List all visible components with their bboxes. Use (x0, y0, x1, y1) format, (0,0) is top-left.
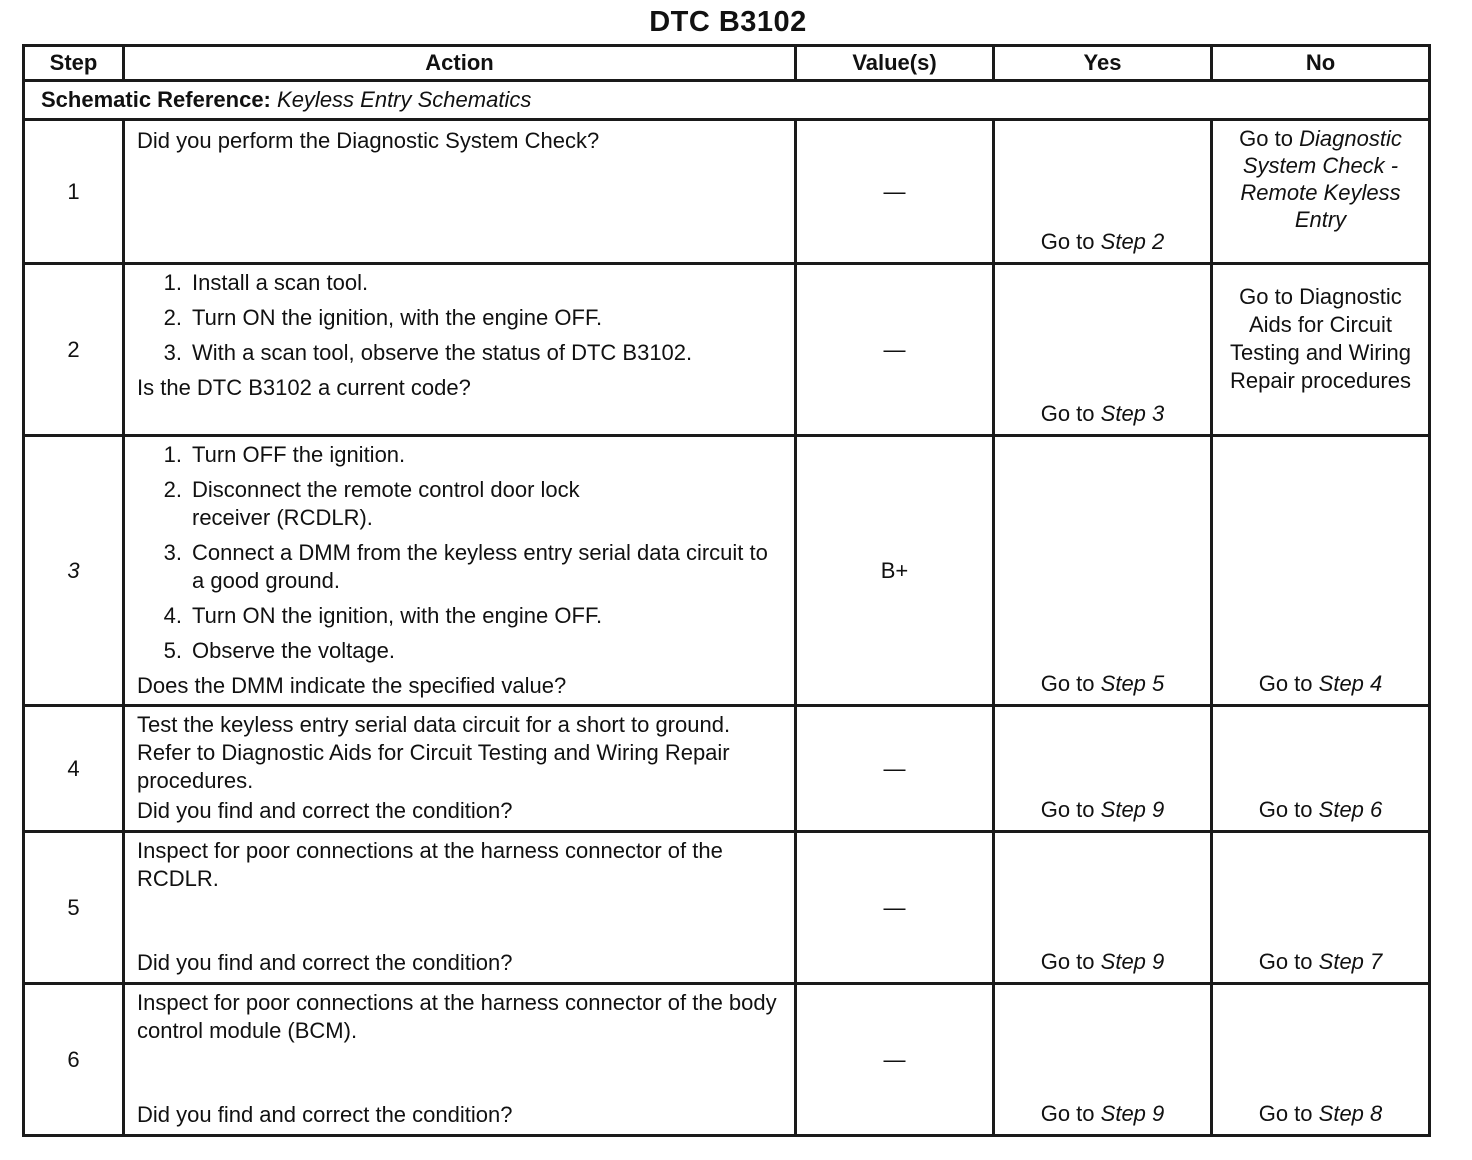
action-question: Is the DTC B3102 a current code? (137, 375, 471, 400)
list-item: 3. Connect a DMM from the keyless entry serial data circuit to a good ground. (163, 540, 768, 593)
value-cell: — (796, 120, 994, 264)
yes-goto-ref: Step 5 (1100, 671, 1165, 696)
table-row-step-1 (24, 120, 1430, 264)
no-goto-ref: Step 7 (1318, 949, 1383, 974)
no-goto-prefix: Go to (1258, 949, 1313, 974)
action-steps-list (137, 441, 784, 665)
value-cell: — (796, 984, 994, 1136)
yes-cell (994, 264, 1212, 436)
no-cell (1212, 832, 1430, 984)
schematic-reference-row (24, 81, 1430, 120)
list-item: 4. Turn ON the ignition, with the engine OFF. (163, 603, 603, 628)
no-goto-prefix: Go to (1258, 1101, 1313, 1126)
action-steps-list (137, 269, 784, 367)
no-cell (1212, 706, 1430, 832)
yes-goto-ref: Step 9 (1100, 1101, 1165, 1126)
action-cell (124, 832, 796, 984)
no-goto (1213, 125, 1428, 233)
schematic-reference-label: Schematic Reference: (41, 87, 271, 112)
no-cell (1212, 436, 1430, 706)
yes-cell (994, 832, 1212, 984)
list-item: 1. Turn OFF the ignition. (163, 442, 406, 467)
step-number: 2 (24, 264, 124, 436)
table-row-step-3 (24, 436, 1430, 706)
yes-goto-prefix: Go to (1040, 671, 1095, 696)
header-no: No (1212, 46, 1430, 81)
step-number: 4 (24, 706, 124, 832)
header-yes: Yes (994, 46, 1212, 81)
yes-goto-ref: Step 2 (1100, 229, 1165, 254)
step-number: 1 (24, 120, 124, 264)
yes-goto-prefix: Go to (1040, 229, 1095, 254)
schematic-reference-value: Keyless Entry Schematics (277, 87, 532, 112)
yes-goto-prefix: Go to (1040, 949, 1095, 974)
action-cell (124, 264, 796, 436)
no-goto-ref: Step 4 (1318, 671, 1383, 696)
action-cell (124, 984, 796, 1136)
schematic-reference (24, 81, 1430, 120)
list-item: 1. Install a scan tool. (163, 270, 369, 295)
action-content (137, 837, 784, 977)
action-text: Test the keyless entry serial data circuit for a short to ground. Refer to Diagnostic Aids for Circuit Testing and Wiring Repair procedures. (137, 712, 731, 793)
table-row-step-2 (24, 264, 1430, 436)
list-item: 2. Disconnect the remote control door lock receiver (RCDLR). (163, 477, 580, 530)
yes-cell (994, 436, 1212, 706)
step-number: 6 (24, 984, 124, 1136)
action-question: Did you find and correct the condition? (137, 1102, 513, 1127)
yes-goto-prefix: Go to (1040, 401, 1095, 426)
action-text: Inspect for poor connections at the harness connector of the body control module (BCM). (137, 990, 777, 1043)
list-item: 5. Observe the voltage. (163, 638, 396, 663)
action-question: Did you find and correct the condition? (137, 798, 513, 823)
no-goto-ref: Step 6 (1318, 797, 1383, 822)
yes-goto-prefix: Go to (1040, 1101, 1095, 1126)
value-cell: — (796, 264, 994, 436)
yes-goto-prefix: Go to (1040, 797, 1095, 822)
value-cell: — (796, 832, 994, 984)
no-goto-prefix: Go to (1239, 126, 1293, 151)
action-question: Does the DMM indicate the specified value? (137, 673, 567, 698)
no-goto-prefix: Go to (1258, 671, 1313, 696)
action-cell (124, 706, 796, 832)
yes-goto-ref: Step 9 (1100, 949, 1165, 974)
yes-cell (994, 120, 1212, 264)
list-item: 3. With a scan tool, observe the status of DTC B3102. (163, 340, 693, 365)
action-question: Did you find and correct the condition? (137, 950, 513, 975)
no-cell (1212, 264, 1430, 436)
no-cell (1212, 984, 1430, 1136)
no-goto-ref: Step 8 (1318, 1101, 1383, 1126)
yes-goto-ref: Step 3 (1100, 401, 1165, 426)
action-cell (124, 120, 796, 264)
dtc-table (22, 44, 1431, 1137)
table-row-step-6 (24, 984, 1430, 1136)
header-row (24, 46, 1430, 81)
value-cell: — (796, 706, 994, 832)
no-goto-prefix: Go to (1258, 797, 1313, 822)
step-number: 5 (24, 832, 124, 984)
step-number: 3 (24, 436, 124, 706)
yes-cell (994, 984, 1212, 1136)
yes-goto-ref: Step 9 (1100, 797, 1165, 822)
action-text: Did you perform the Diagnostic System Check? (137, 128, 600, 153)
document-title: DTC B3102 (649, 6, 807, 38)
action-cell (124, 436, 796, 706)
table-row-step-4 (24, 706, 1430, 832)
no-goto-ref: Diagnostic System Check - Remote Keyless Entry (1240, 126, 1402, 232)
header-step: Step (24, 46, 124, 81)
action-content (137, 989, 784, 1129)
list-item: 2. Turn ON the ignition, with the engine OFF. (163, 305, 603, 330)
no-goto-text: Go to Diagnostic Aids for Circuit Testing and Wiring Repair procedures (1230, 284, 1411, 393)
no-cell (1212, 120, 1430, 264)
header-action: Action (124, 46, 796, 81)
yes-cell (994, 706, 1212, 832)
header-values: Value(s) (796, 46, 994, 81)
table-row-step-5 (24, 832, 1430, 984)
value-cell: B+ (796, 436, 994, 706)
action-text: Inspect for poor connections at the harness connector of the RCDLR. (137, 838, 723, 891)
